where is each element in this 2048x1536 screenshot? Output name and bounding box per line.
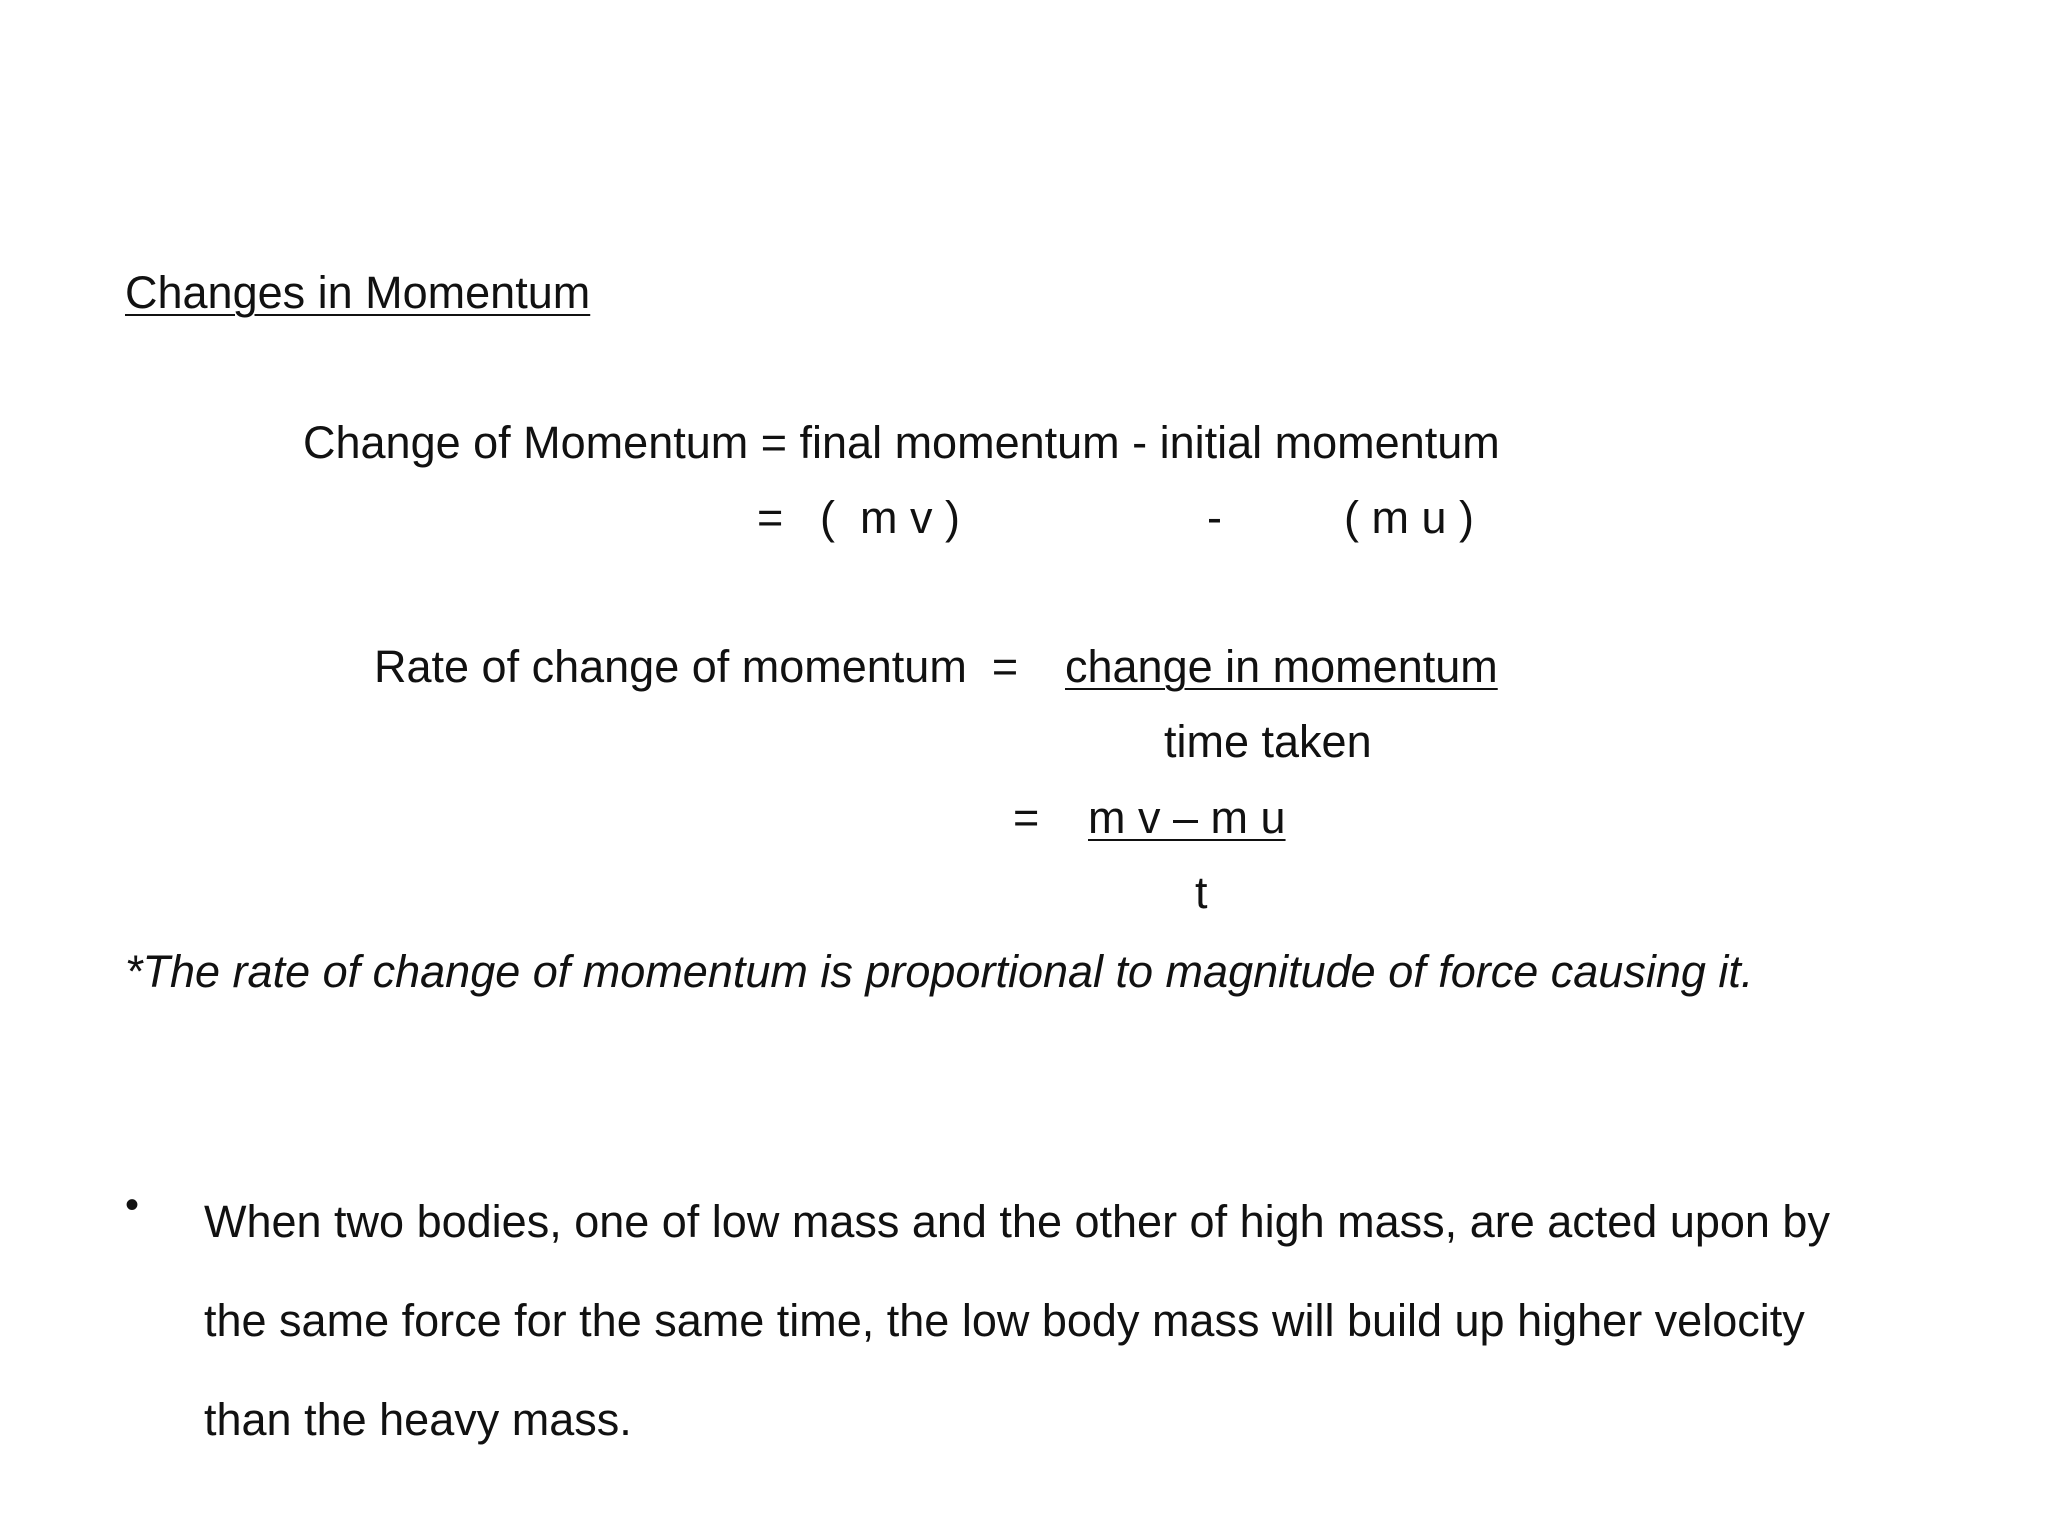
change-equals-sign: = — [757, 492, 784, 543]
rate-denominator: time taken — [1164, 716, 1372, 767]
rate-numerator: change in momentum — [1065, 641, 1498, 692]
rate-equation-lhs: Rate of change of momentum = — [374, 641, 1031, 692]
final-momentum-term: ( m v ) — [820, 492, 960, 543]
change-of-momentum-equation: Change of Momentum = final momentum - initial momentum — [303, 417, 1500, 468]
rate-formula-numerator: m v – m u — [1088, 792, 1286, 843]
initial-momentum-term: ( m u ) — [1344, 492, 1474, 543]
rate-equals-sign: = — [1013, 792, 1040, 843]
bullet-marker: • — [125, 1183, 140, 1227]
minus-sign: - — [1207, 492, 1222, 543]
slide-title: Changes in Momentum — [125, 267, 591, 318]
rate-formula-denominator: t — [1195, 867, 1208, 918]
bullet-text: When two bodies, one of low mass and the other of high mass, are acted upon by the same force for the same time, the low body mass will build up higher velocity than the heavy mass. — [204, 1196, 1830, 1445]
proportionality-note: *The rate of change of momentum is proportional to magnitude of force causing it. — [125, 946, 1754, 997]
